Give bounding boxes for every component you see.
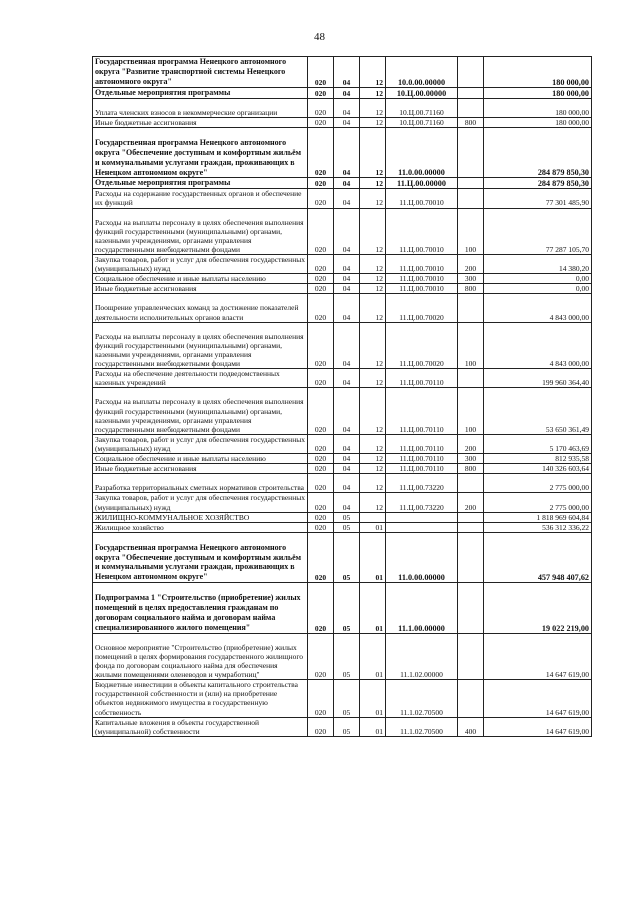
row-subsection-code: 12 xyxy=(360,98,386,117)
row-target-code: 11.Ц.00.70010 xyxy=(386,208,458,255)
row-expense-type-code: 100 xyxy=(458,208,484,255)
row-subsection-code: 12 xyxy=(360,464,386,474)
row-ministry-code: 020 xyxy=(308,583,334,634)
row-name: Капитальные вложения в объекты государственной (муниципальной) собственности xyxy=(93,717,308,736)
row-amount: 19 022 219,00 xyxy=(484,583,592,634)
row-name: Основное мероприятие "Строительство (приобретение) жилых помещений в целях формирования государственного жилищного фонда по договорам социального найма для обеспечения жилыми помещениями оленеводов и чумработниц" xyxy=(93,633,308,680)
table-row xyxy=(93,493,592,512)
row-amount: 180 000,00 xyxy=(484,57,592,88)
row-expense-type-code: 800 xyxy=(458,117,484,127)
row-ministry-code: 020 xyxy=(308,127,334,178)
table-row xyxy=(93,717,592,736)
row-ministry-code: 020 xyxy=(308,294,334,322)
row-target-code: 10.Ц.00.00000 xyxy=(386,87,458,98)
row-ministry-code: 020 xyxy=(308,322,334,369)
row-amount: 77 301 485,90 xyxy=(484,189,592,208)
budget-table-body xyxy=(93,57,592,737)
row-section-code: 05 xyxy=(334,717,360,736)
row-target-code: 11.Ц.00.70110 xyxy=(386,464,458,474)
row-name: Жилищное хозяйство xyxy=(93,522,308,532)
row-amount: 14 647 619,00 xyxy=(484,633,592,680)
table-row xyxy=(93,434,592,453)
row-subsection-code: 12 xyxy=(360,322,386,369)
row-section-code: 05 xyxy=(334,512,360,522)
row-name: Государственная программа Ненецкого автономного округа "Обеспечение доступным и комфортным жильём и коммунальными услугами граждан, проживающих в Ненецком автономном округе" xyxy=(93,127,308,178)
row-section-code: 04 xyxy=(334,189,360,208)
row-section-code: 04 xyxy=(334,274,360,284)
row-expense-type-code: 400 xyxy=(458,717,484,736)
row-subsection-code: 01 xyxy=(360,522,386,532)
row-name: Социальное обеспечение и иные выплаты населению xyxy=(93,454,308,464)
row-name: Расходы на содержание государственных органов и обеспечение их функций xyxy=(93,189,308,208)
row-target-code: 11.Ц.00.70110 xyxy=(386,369,458,388)
row-name: Государственная программа Ненецкого автономного округа "Развитие транспортной системы Ненецкого автономного округа" xyxy=(93,57,308,88)
row-amount: 77 287 105,70 xyxy=(484,208,592,255)
row-name: Иные бюджетные ассигнования xyxy=(93,464,308,474)
row-expense-type-code xyxy=(458,474,484,493)
row-section-code: 05 xyxy=(334,680,360,717)
row-expense-type-code xyxy=(458,294,484,322)
row-section-code: 04 xyxy=(334,284,360,294)
row-name: Иные бюджетные ассигнования xyxy=(93,117,308,127)
row-expense-type-code xyxy=(458,583,484,634)
row-target-code: 11.Ц.00.70110 xyxy=(386,434,458,453)
row-ministry-code: 020 xyxy=(308,680,334,717)
row-target-code: 11.1.02.70500 xyxy=(386,680,458,717)
row-expense-type-code xyxy=(458,532,484,583)
row-expense-type-code xyxy=(458,127,484,178)
row-expense-type-code: 800 xyxy=(458,464,484,474)
row-ministry-code: 020 xyxy=(308,532,334,583)
row-section-code: 04 xyxy=(334,388,360,435)
row-target-code: 11.Ц.00.00000 xyxy=(386,178,458,189)
row-amount: 199 960 364,40 xyxy=(484,369,592,388)
row-target-code: 11.Ц.00.70110 xyxy=(386,454,458,464)
row-subsection-code: 01 xyxy=(360,583,386,634)
row-subsection-code: 12 xyxy=(360,284,386,294)
row-name: Уплата членских взносов в некоммерческие организации xyxy=(93,98,308,117)
row-amount: 457 948 407,62 xyxy=(484,532,592,583)
table-row xyxy=(93,274,592,284)
row-expense-type-code xyxy=(458,369,484,388)
row-name: Отдельные мероприятия программы xyxy=(93,178,308,189)
table-row xyxy=(93,87,592,98)
budget-table xyxy=(92,56,592,737)
row-name: Иные бюджетные ассигнования xyxy=(93,284,308,294)
row-expense-type-code: 300 xyxy=(458,454,484,464)
row-section-code: 04 xyxy=(334,87,360,98)
row-ministry-code: 020 xyxy=(308,522,334,532)
row-amount: 14 647 619,00 xyxy=(484,717,592,736)
row-ministry-code: 020 xyxy=(308,274,334,284)
row-ministry-code: 020 xyxy=(308,98,334,117)
row-ministry-code: 020 xyxy=(308,493,334,512)
row-section-code: 05 xyxy=(334,532,360,583)
row-section-code: 04 xyxy=(334,57,360,88)
row-amount: 2 775 000,00 xyxy=(484,493,592,512)
row-ministry-code: 020 xyxy=(308,87,334,98)
row-expense-type-code xyxy=(458,178,484,189)
table-row xyxy=(93,98,592,117)
row-target-code: 11.Ц.00.70010 xyxy=(386,189,458,208)
row-target-code xyxy=(386,522,458,532)
row-amount: 140 326 603,64 xyxy=(484,464,592,474)
row-subsection-code: 12 xyxy=(360,87,386,98)
table-row xyxy=(93,369,592,388)
row-ministry-code: 020 xyxy=(308,474,334,493)
row-section-code: 04 xyxy=(334,127,360,178)
table-row xyxy=(93,322,592,369)
row-section-code: 04 xyxy=(334,117,360,127)
row-target-code: 11.0.00.00000 xyxy=(386,532,458,583)
row-subsection-code: 01 xyxy=(360,532,386,583)
row-expense-type-code xyxy=(458,512,484,522)
table-row xyxy=(93,583,592,634)
row-section-code: 04 xyxy=(334,255,360,274)
row-section-code: 04 xyxy=(334,464,360,474)
table-row xyxy=(93,532,592,583)
row-name: Разработка территориальных сметных нормативов строительства xyxy=(93,474,308,493)
row-amount: 180 000,00 xyxy=(484,98,592,117)
row-name: Расходы на выплаты персоналу в целях обеспечения выполнения функций государственными (муниципальными) органами, казенными учреждениями, органами управления государственными внебюджетными фондами xyxy=(93,322,308,369)
row-subsection-code: 01 xyxy=(360,633,386,680)
table-row xyxy=(93,178,592,189)
row-section-code: 04 xyxy=(334,294,360,322)
row-subsection-code: 12 xyxy=(360,127,386,178)
table-row xyxy=(93,255,592,274)
row-ministry-code: 020 xyxy=(308,369,334,388)
row-ministry-code: 020 xyxy=(308,454,334,464)
row-ministry-code: 020 xyxy=(308,208,334,255)
table-row xyxy=(93,522,592,532)
row-subsection-code: 12 xyxy=(360,388,386,435)
row-subsection-code: 12 xyxy=(360,57,386,88)
row-name: Расходы на выплаты персоналу в целях обеспечения выполнения функций государственными (муниципальными) органами, казенными учреждениями, органами управления государственными внебюджетными фондами xyxy=(93,388,308,435)
row-amount: 812 935,58 xyxy=(484,454,592,464)
row-name: Поощрение управленческих команд за достижение показателей деятельности исполнительных органов власти xyxy=(93,294,308,322)
row-subsection-code: 12 xyxy=(360,208,386,255)
row-name: Закупка товаров, работ и услуг для обеспечения государственных (муниципальных) нужд xyxy=(93,493,308,512)
page-number: 48 xyxy=(314,31,325,43)
row-section-code: 04 xyxy=(334,474,360,493)
row-expense-type-code xyxy=(458,87,484,98)
row-section-code: 05 xyxy=(334,522,360,532)
row-target-code: 10.Ц.00.71160 xyxy=(386,117,458,127)
row-expense-type-code: 100 xyxy=(458,388,484,435)
row-subsection-code: 01 xyxy=(360,680,386,717)
row-section-code: 04 xyxy=(334,178,360,189)
row-name: Государственная программа Ненецкого автономного округа "Обеспечение доступным и комфортным жильём и коммунальными услугами граждан, проживающих в Ненецком автономном округе" xyxy=(93,532,308,583)
table-row xyxy=(93,294,592,322)
row-target-code: 11.Ц.00.73220 xyxy=(386,493,458,512)
row-subsection-code: 12 xyxy=(360,294,386,322)
row-subsection-code: 12 xyxy=(360,255,386,274)
row-section-code: 04 xyxy=(334,454,360,464)
row-subsection-code: 12 xyxy=(360,189,386,208)
table-row xyxy=(93,512,592,522)
row-section-code: 05 xyxy=(334,633,360,680)
row-section-code: 05 xyxy=(334,583,360,634)
row-ministry-code: 020 xyxy=(308,255,334,274)
table-row xyxy=(93,117,592,127)
row-ministry-code: 020 xyxy=(308,633,334,680)
row-section-code: 04 xyxy=(334,369,360,388)
row-expense-type-code xyxy=(458,98,484,117)
row-subsection-code: 01 xyxy=(360,717,386,736)
row-expense-type-code xyxy=(458,633,484,680)
table-row xyxy=(93,208,592,255)
row-section-code: 04 xyxy=(334,208,360,255)
row-ministry-code: 020 xyxy=(308,189,334,208)
row-name: Закупка товаров, работ и услуг для обеспечения государственных (муниципальных) нужд xyxy=(93,255,308,274)
row-ministry-code: 020 xyxy=(308,388,334,435)
row-amount: 1 818 969 604,84 xyxy=(484,512,592,522)
row-ministry-code: 020 xyxy=(308,178,334,189)
row-amount: 0,00 xyxy=(484,284,592,294)
row-section-code: 04 xyxy=(334,434,360,453)
row-amount: 284 879 850,30 xyxy=(484,178,592,189)
row-ministry-code: 020 xyxy=(308,717,334,736)
table-row xyxy=(93,189,592,208)
row-subsection-code: 12 xyxy=(360,369,386,388)
row-amount: 180 000,00 xyxy=(484,117,592,127)
row-target-code: 11.1.02.70500 xyxy=(386,717,458,736)
row-subsection-code: 12 xyxy=(360,178,386,189)
table-row xyxy=(93,633,592,680)
row-target-code: 11.Ц.00.70010 xyxy=(386,274,458,284)
row-ministry-code: 020 xyxy=(308,117,334,127)
row-expense-type-code xyxy=(458,680,484,717)
row-amount: 53 650 361,49 xyxy=(484,388,592,435)
row-expense-type-code: 800 xyxy=(458,284,484,294)
row-ministry-code: 020 xyxy=(308,512,334,522)
table-row xyxy=(93,464,592,474)
row-amount: 14 380,20 xyxy=(484,255,592,274)
row-amount: 4 843 000,00 xyxy=(484,294,592,322)
row-expense-type-code xyxy=(458,57,484,88)
row-name: Подпрограмма 1 "Строительство (приобретение) жилых помещений в целях предоставления гражданам по договорам социального найма и договорам найма специализированного жилого помещения" xyxy=(93,583,308,634)
row-amount: 2 775 000,00 xyxy=(484,474,592,493)
row-expense-type-code: 300 xyxy=(458,274,484,284)
table-row xyxy=(93,680,592,717)
row-target-code: 11.Ц.00.73220 xyxy=(386,474,458,493)
row-expense-type-code: 200 xyxy=(458,493,484,512)
row-section-code: 04 xyxy=(334,493,360,512)
row-subsection-code: 12 xyxy=(360,493,386,512)
row-target-code: 11.Ц.00.70010 xyxy=(386,255,458,274)
table-row xyxy=(93,284,592,294)
row-name: Расходы на обеспечение деятельности подведомственных казенных учреждений xyxy=(93,369,308,388)
row-subsection-code: 12 xyxy=(360,434,386,453)
row-expense-type-code xyxy=(458,189,484,208)
row-amount: 536 312 336,22 xyxy=(484,522,592,532)
table-row xyxy=(93,57,592,88)
row-section-code: 04 xyxy=(334,322,360,369)
table-row xyxy=(93,127,592,178)
row-target-code: 10.Ц.00.71160 xyxy=(386,98,458,117)
row-target-code xyxy=(386,512,458,522)
row-target-code: 11.Ц.00.70020 xyxy=(386,294,458,322)
row-amount: 14 647 619,00 xyxy=(484,680,592,717)
row-amount: 5 170 463,69 xyxy=(484,434,592,453)
row-target-code: 10.0.00.00000 xyxy=(386,57,458,88)
row-subsection-code: 12 xyxy=(360,454,386,464)
row-expense-type-code xyxy=(458,522,484,532)
row-name: Социальное обеспечение и иные выплаты населению xyxy=(93,274,308,284)
row-name: Расходы на выплаты персоналу в целях обеспечения выполнения функций государственными (муниципальными) органами, казенными учреждениями, органами управления государственными внебюджетными фондами xyxy=(93,208,308,255)
table-row xyxy=(93,454,592,464)
row-target-code: 11.Ц.00.70010 xyxy=(386,284,458,294)
row-expense-type-code: 200 xyxy=(458,255,484,274)
row-ministry-code: 020 xyxy=(308,464,334,474)
row-subsection-code xyxy=(360,512,386,522)
row-subsection-code: 12 xyxy=(360,474,386,493)
row-target-code: 11.Ц.00.70020 xyxy=(386,322,458,369)
row-ministry-code: 020 xyxy=(308,57,334,88)
row-expense-type-code: 100 xyxy=(458,322,484,369)
row-target-code: 11.0.00.00000 xyxy=(386,127,458,178)
row-target-code: 11.1.02.00000 xyxy=(386,633,458,680)
row-amount: 284 879 850,30 xyxy=(484,127,592,178)
row-name: Закупка товаров, работ и услуг для обеспечения государственных (муниципальных) нужд xyxy=(93,434,308,453)
row-ministry-code: 020 xyxy=(308,434,334,453)
table-row xyxy=(93,388,592,435)
row-name: Отдельные мероприятия программы xyxy=(93,87,308,98)
row-subsection-code: 12 xyxy=(360,274,386,284)
row-amount: 0,00 xyxy=(484,274,592,284)
row-section-code: 04 xyxy=(334,98,360,117)
row-expense-type-code: 200 xyxy=(458,434,484,453)
row-name: Бюджетные инвестиции в объекты капитального строительства государственной собственности и (или) на приобретение объектов недвижимого имущества в государственную собственность xyxy=(93,680,308,717)
row-target-code: 11.1.00.00000 xyxy=(386,583,458,634)
row-amount: 180 000,00 xyxy=(484,87,592,98)
row-subsection-code: 12 xyxy=(360,117,386,127)
row-name: ЖИЛИЩНО-КОММУНАЛЬНОЕ ХОЗЯЙСТВО xyxy=(93,512,308,522)
row-amount: 4 843 000,00 xyxy=(484,322,592,369)
row-ministry-code: 020 xyxy=(308,284,334,294)
row-target-code: 11.Ц.00.70110 xyxy=(386,388,458,435)
table-row xyxy=(93,474,592,493)
